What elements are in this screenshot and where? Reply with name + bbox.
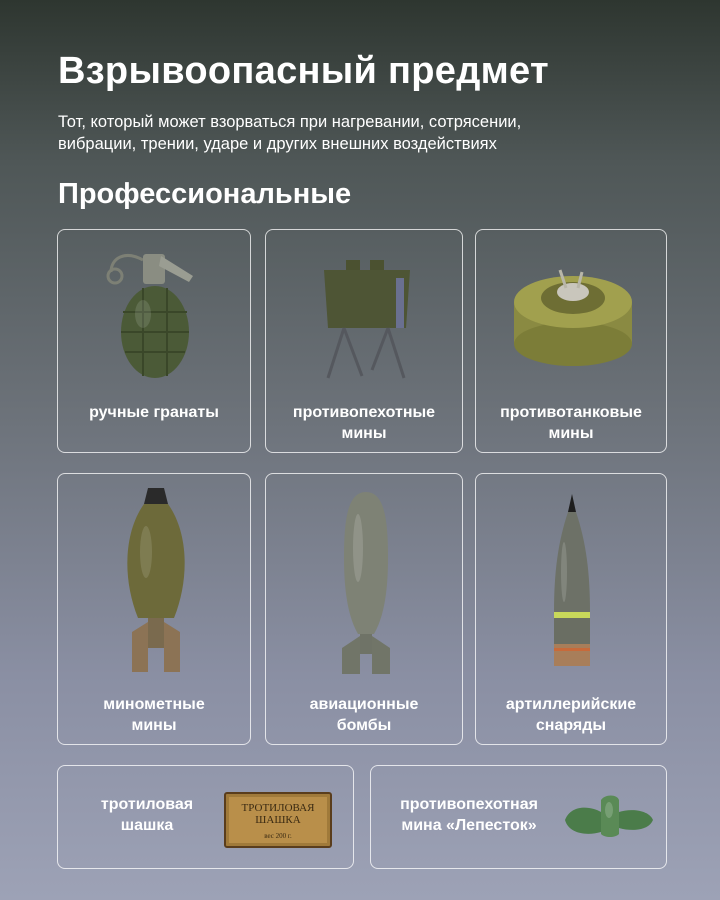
grenade-icon — [103, 242, 207, 382]
section-title: Профессиональные — [58, 178, 352, 210]
card-label: авиационные бомбы — [309, 696, 419, 734]
card-antitank-mines — [475, 229, 667, 453]
card-hand-grenades — [57, 229, 251, 453]
card-antipersonnel-mines — [265, 229, 463, 453]
tnt-label-line-2: ШАШКА — [255, 814, 301, 826]
card-label: артиллерийские снаряды — [505, 696, 637, 734]
card-label: противотанковые мины — [500, 404, 642, 442]
card-artillery-shells — [475, 473, 667, 745]
card-label: противопехотные мины — [292, 404, 436, 442]
card-mortar-shells — [57, 473, 251, 745]
subtitle-line-2: вибрации, трении, ударе и других внешних воздействиях — [58, 135, 497, 153]
card-label: противопехотная мина «Лепесток» — [400, 796, 538, 834]
antitank-mine-icon — [510, 260, 636, 370]
subtitle-line-1: Тот, который может взорваться при нагревании, сотрясении, — [58, 113, 522, 131]
butterfly-mine-icon — [561, 790, 657, 842]
artillery-shell-icon — [550, 492, 594, 672]
page-title: Взрывоопасный предмет — [58, 50, 549, 92]
tnt-label-line-1: ТРОТИЛОВАЯ — [241, 802, 315, 814]
mortar-shell-icon — [118, 482, 194, 678]
tnt-block-icon — [224, 792, 332, 848]
aerial-bomb-icon — [336, 488, 396, 678]
card-label: тротиловая шашка — [100, 796, 194, 834]
claymore-mine-icon — [318, 258, 418, 398]
tnt-label-weight: вес 200 г. — [264, 832, 292, 840]
card-label: ручные гранаты — [89, 404, 219, 421]
page-subtitle — [58, 111, 658, 155]
card-aerial-bombs — [265, 473, 463, 745]
card-tnt-block — [57, 765, 354, 869]
card-butterfly-mine — [370, 765, 667, 869]
card-label: минометные мины — [103, 696, 205, 734]
